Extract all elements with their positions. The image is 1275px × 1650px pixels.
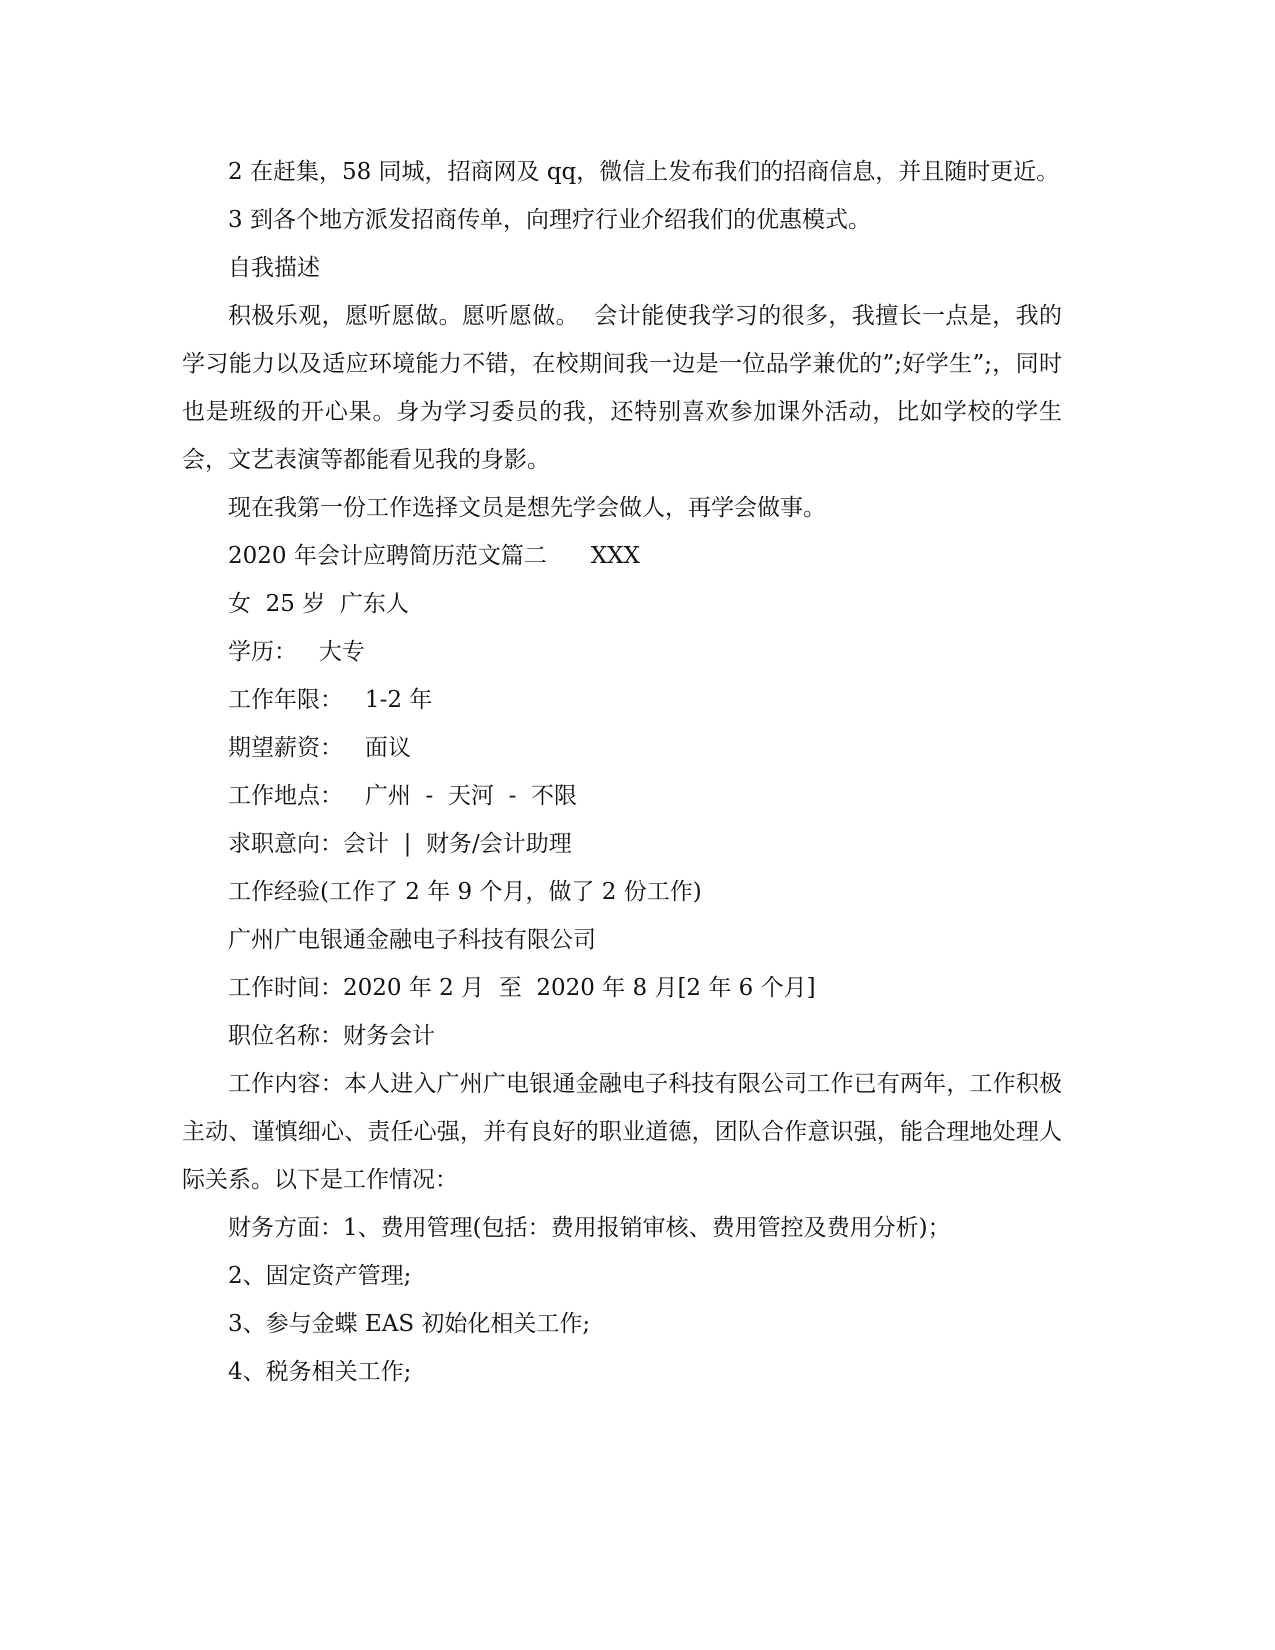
work-period: 工作时间：2020 年 2 月 至 2020 年 8 月[2 年 6 个月] [228, 975, 816, 1001]
document-page [182, 148, 1062, 1396]
paragraph-first-job: 现在我第一份工作选择文员是想先学会做人，再学会做事。 [228, 495, 826, 521]
paragraph-flyers: 3 到各个地方派发招商传单，向理疗行业介绍我们的优惠模式。 [228, 207, 871, 233]
expected-salary: 期望薪资： 面议 [228, 735, 411, 761]
duty-item-1: 财务方面：1、费用管理(包括：费用报销审核、费用管控及费用分析)； [228, 1215, 951, 1241]
job-title: 职位名称：财务会计 [228, 1023, 435, 1049]
duty-item-3: 3、参与金蝶 EAS 初始化相关工作; [228, 1311, 591, 1337]
work-experience-heading: 工作经验(工作了 2 年 9 个月，做了 2 份工作) [228, 879, 702, 905]
paragraph-post-info: 2 在赶集，58 同城，招商网及 qq，微信上发布我们的招商信息，并且随时更近。 [228, 159, 1060, 185]
job-intention: 求职意向：会计 | 财务/会计助理 [228, 831, 572, 857]
job-content: 工作内容：本人进入广州广电银通金融电子科技有限公司工作已有两年，工作积极主动、谨慎细心、责任心强，并有良好的职业道德，团队合作意识强，能合理地处理人际关系。以下是工作情况： [182, 1071, 1062, 1193]
duty-item-4: 4、税务相关工作; [228, 1359, 412, 1385]
personal-info: 女 25 岁 广东人 [228, 591, 409, 617]
paragraph-self-description: 积极乐观，愿听愿做。愿听愿做。 会计能使我学习的很多，我擅长一点是，我的学习能力以及适应环境能力不错，在校期间我一边是一位品学兼优的”;好学生”;，同时也是班级的开心果。身为学习委员的我，还特别喜欢参加课外活动，比如学校的学生会，文艺表演等都能看见我的身影。 [182, 303, 1062, 473]
work-location: 工作地点： 广州 - 天河 - 不限 [228, 783, 577, 809]
section-heading-self-description: 自我描述 [228, 255, 320, 281]
company-name: 广州广电银通金融电子科技有限公司 [228, 927, 596, 953]
duty-item-2: 2、固定资产管理; [228, 1263, 412, 1289]
education: 学历： 大专 [228, 639, 365, 665]
resume-title: 2020 年会计应聘简历范文篇二 XXX [228, 543, 640, 569]
work-years: 工作年限： 1-2 年 [228, 687, 433, 713]
